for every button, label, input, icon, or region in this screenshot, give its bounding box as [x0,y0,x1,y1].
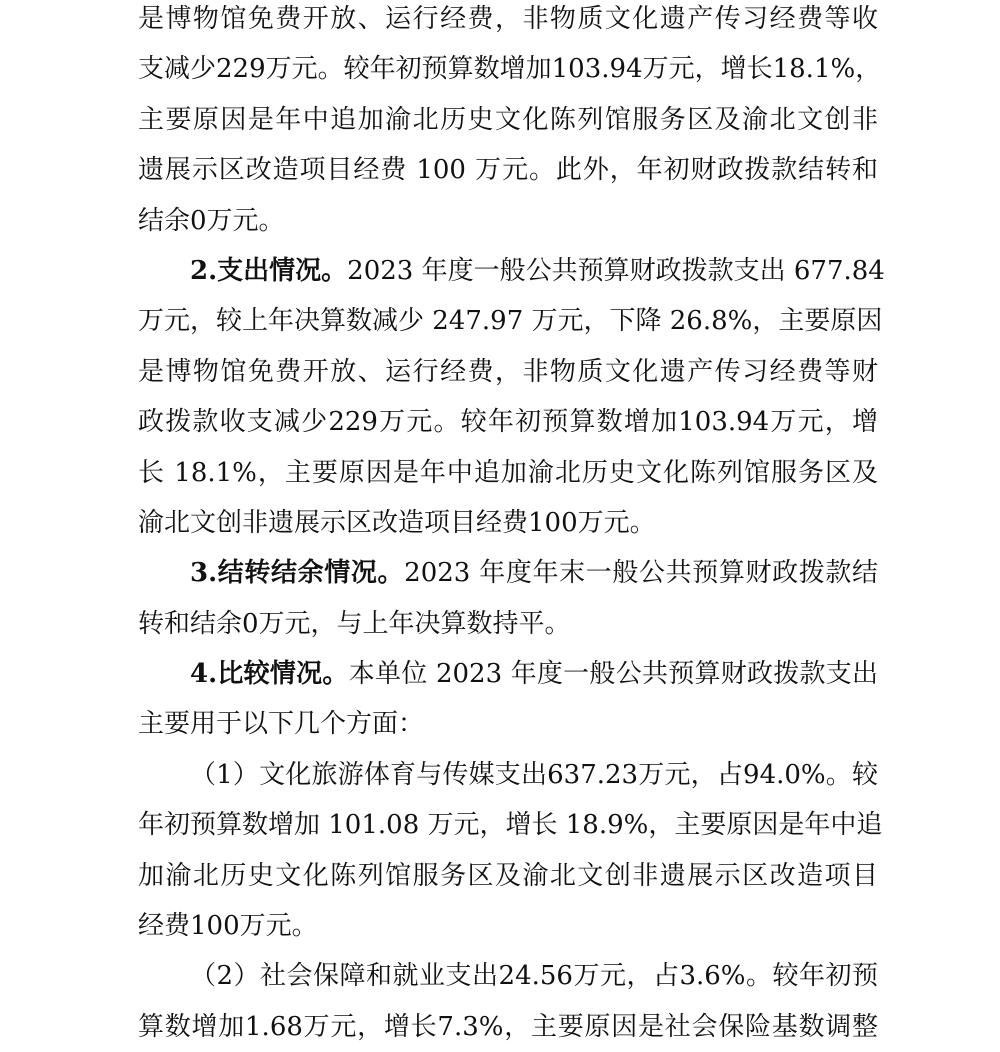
text-line: 经费100万元。 [138,911,318,942]
text-line: 遗展示区改造项目经费 100 万元。此外，年初财政拨款结转和 [138,155,878,186]
text-line: 是博物馆免费开放、运行经费，非物质文化遗产传习经费等财 [138,356,878,387]
text-line: 主要用于以下几个方面： [138,709,425,740]
text-line: 政拨款收支减少229万元。较年初预算数增加103.94万元，增 [138,407,878,438]
text-run: 本单位 2023 年度一般公共预算财政拨款支出 [348,659,878,690]
section-first-line [138,548,878,598]
text-line: 长 18.1%，主要原因是年中追加渝北历史文化陈列馆服务区及 [138,457,878,488]
text-line: 算数增加1.68万元，增长7.3%，主要原因是社会保险基数调整 [138,1011,878,1042]
text-line: 渝北文创非遗展示区改造项目经费100万元。 [138,507,656,538]
text-run: 2023 年度一般公共预算财政拨款支出 677.84 [347,255,885,286]
section-heading-comparison: 4.比较情况。 [190,659,349,690]
document-body [138,0,885,1052]
text-line: 是博物馆免费开放、运行经费，非物质文化遗产传习经费等收 [138,4,878,34]
section-first-line [138,649,878,699]
text-line: 主要原因是年中追加渝北历史文化陈列馆服务区及渝北文创非 [138,104,878,135]
list-item-first-line: （1）文化旅游体育与传媒支出637.23万元，占94.0%。较 [190,759,878,790]
text-line: 加渝北历史文化陈列馆服务区及渝北文创非遗展示区改造项目 [138,860,878,891]
section-heading-carryover: 3.结转结余情况。 [190,558,405,589]
text-line: 支减少229万元。较年初预算数增加103.94万元，增长18.1%， [138,54,882,85]
text-line: 转和结余0万元，与上年决算数持平。 [138,608,571,639]
text-line: 年初预算数增加 101.08 万元，增长 18.9%，主要原因是年中追 [138,810,883,841]
list-item-first-line: （2）社会保障和就业支出24.56万元，占3.6%。较年初预 [190,961,878,992]
text-line: 万元，较上年决算数减少 247.97 万元，下降 26.8%，主要原因 [138,306,883,337]
section-first-line [138,246,885,296]
text-run: 2023 年度年末一般公共预算财政拨款结 [404,558,878,589]
section-heading-expenditure: 2.支出情况。 [190,255,348,286]
text-line: 结余0万元。 [138,205,285,236]
